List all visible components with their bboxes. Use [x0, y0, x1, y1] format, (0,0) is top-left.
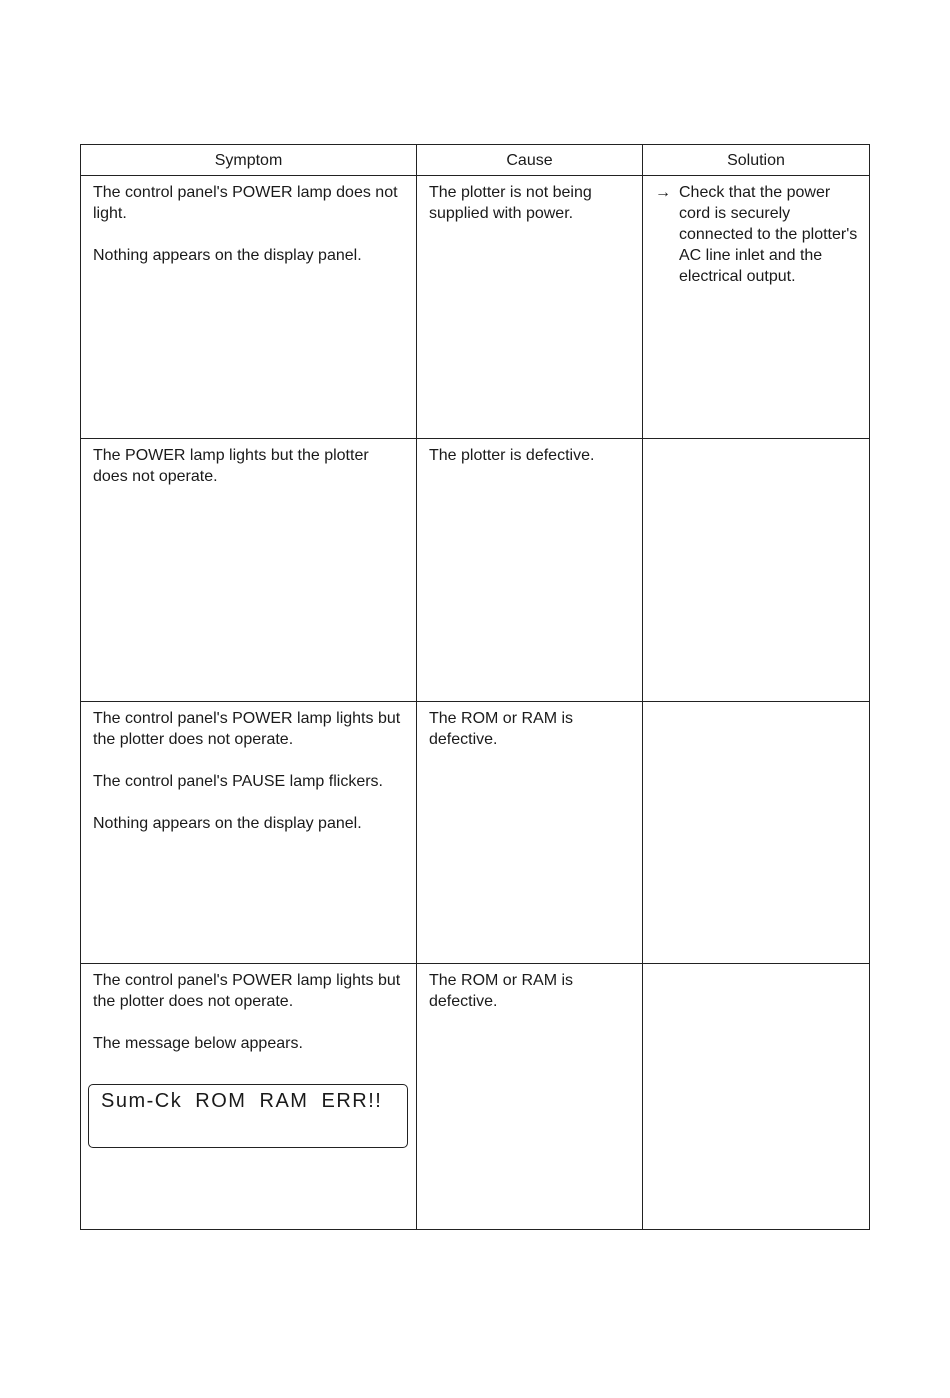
solution-cell	[643, 176, 870, 439]
header-symptom: Symptom	[81, 145, 417, 176]
symptom-text: The control panel's PAUSE lamp flickers.	[93, 773, 383, 790]
table-row	[81, 176, 870, 439]
table-row	[81, 964, 870, 1230]
symptom-text: Nothing appears on the display panel.	[93, 815, 362, 832]
table-row	[81, 702, 870, 964]
cause-cell	[417, 702, 643, 964]
display-panel-message: Sum-Ck ROM RAM ERR!!	[88, 1084, 408, 1148]
cause-text: The plotter is defective.	[429, 447, 595, 464]
symptom-cell	[81, 439, 417, 702]
solution-cell	[643, 439, 870, 702]
symptom-text: Nothing appears on the display panel.	[93, 247, 362, 264]
cause-cell	[417, 176, 643, 439]
solution-line	[655, 182, 859, 287]
symptom-cell	[81, 702, 417, 964]
solution-text: Check that the power cord is securely connected to the plotter's AC line inlet and the electrical output.	[679, 184, 858, 285]
symptom-text: The message below appears.	[93, 1035, 303, 1052]
cause-cell	[417, 439, 643, 702]
symptom-text: The control panel's POWER lamp does not light.	[93, 184, 398, 222]
symptom-cell	[81, 176, 417, 439]
header-cause: Cause	[417, 145, 643, 176]
symptom-text: The control panel's POWER lamp lights but the plotter does not operate.	[93, 710, 401, 748]
cause-text: The ROM or RAM is defective.	[429, 972, 574, 1010]
solution-cell	[643, 964, 870, 1230]
table-row	[81, 439, 870, 702]
symptom-text: The POWER lamp lights but the plotter does not operate.	[93, 447, 369, 485]
cause-cell	[417, 964, 643, 1230]
header-solution: Solution	[643, 145, 870, 176]
solution-cell	[643, 702, 870, 964]
arrow-right-icon: →	[655, 184, 671, 201]
symptom-cell	[81, 964, 417, 1230]
troubleshooting-table	[80, 144, 870, 1230]
cause-text: The plotter is not being supplied with power.	[429, 184, 592, 222]
cause-text: The ROM or RAM is defective.	[429, 710, 574, 748]
table-header-row	[81, 145, 870, 176]
symptom-text: The control panel's POWER lamp lights but the plotter does not operate.	[93, 972, 401, 1010]
